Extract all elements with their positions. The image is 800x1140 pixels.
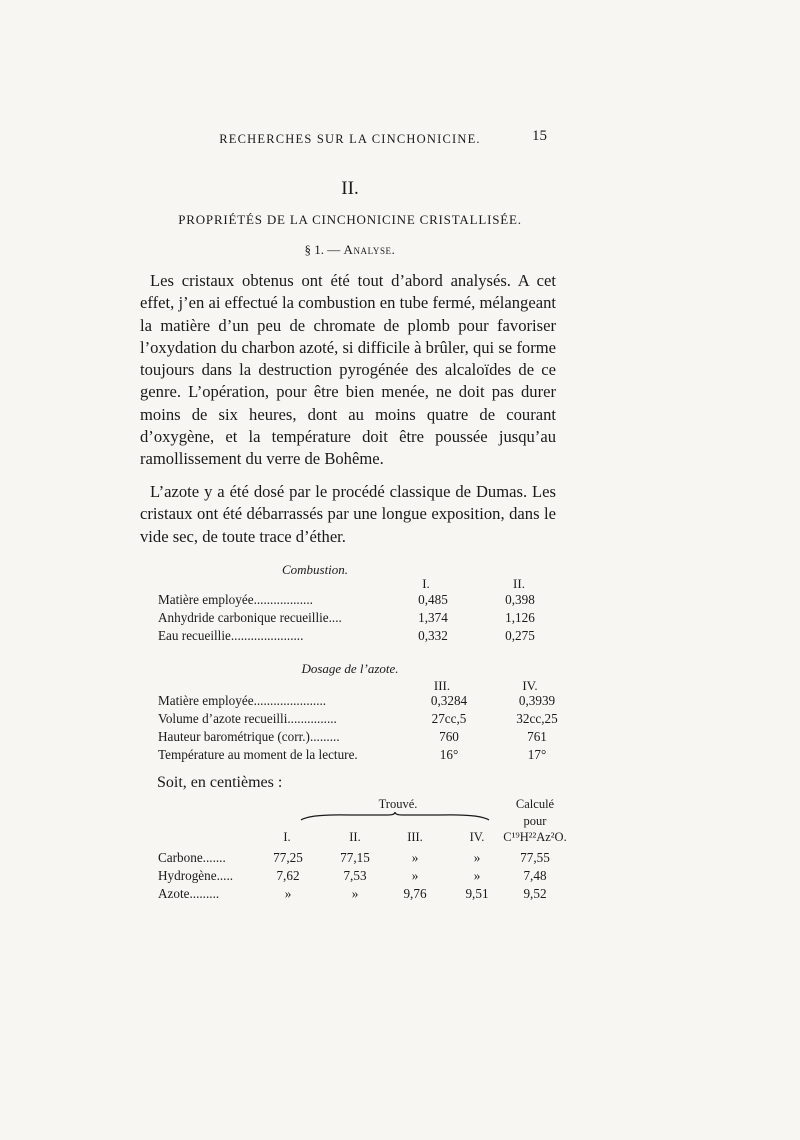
table-cell: 760 (439, 729, 459, 744)
chapter-numeral: II. (341, 178, 359, 199)
page-number: 15 (532, 128, 547, 144)
combustion-caption: Combustion. (281, 562, 349, 577)
row-label: Matière employée...................... (158, 693, 327, 708)
row-label: Azote......... (158, 886, 220, 901)
table-cell: 27cc,5 (431, 711, 467, 726)
paragraph-azote: L’azote y a été dosé par le procédé classique de Dumas. Les cristaux ont été débarrassés par une longue exposition, dans le vide sec, de toute trace d’éther. (140, 482, 556, 546)
brace-mark (300, 812, 490, 822)
table-cell: » (284, 886, 292, 901)
calc-formula: C¹⁹H²²Az²O. (503, 830, 567, 844)
subsection-name: Analyse. (343, 242, 396, 257)
calc-label-pour: pour (523, 814, 547, 828)
table-cell: 7,53 (343, 868, 367, 883)
table-cell: 0,3284 (430, 693, 468, 708)
subsection-prefix: § 1. — (304, 242, 341, 257)
table-cell: 9,51 (465, 886, 489, 901)
column-header: II. (513, 576, 525, 591)
table-cell: 0,398 (505, 592, 535, 607)
row-label: Matière employée.................. (158, 592, 313, 607)
paragraph-analysis: Les cristaux obtenus ont été tout d’abord analysés. A cet effet, j’en ai effectué la combustion en tube fermé, mélangeant la matière d’un peu de chromate de plomb pour favoriser l’oxydation du charbon azoté, si difficile à brûler, qui se forme toujours dans la destruction pyrogénée des alcaloïdes de ce genre. L’opération, pour être bien menée, ne doit pas durer moins de six heures, dont au moins quatre de courant d’oxygène, et la température doit être poussée jusqu’au ramollissement du verre de Bohême. (140, 271, 556, 469)
running-head: RECHERCHES SUR LA CINCHONICINE. (219, 132, 481, 146)
row-label: Carbone....... (158, 850, 226, 865)
table-cell: 0,275 (505, 628, 535, 643)
table-cell: 16° (439, 747, 459, 762)
column-header: II. (349, 830, 361, 844)
table-cell: » (473, 850, 481, 865)
table-cell: » (473, 868, 481, 883)
azote-caption: Dosage de l’azote. (301, 661, 399, 676)
table-cell: 0,485 (418, 592, 448, 607)
table-cell: » (351, 886, 359, 901)
row-label: Eau recueillie...................... (158, 628, 304, 643)
table-cell: 7,62 (276, 868, 300, 883)
column-header: IV. (469, 830, 485, 844)
column-header: I. (283, 830, 291, 844)
table-cell: » (411, 868, 419, 883)
row-label: Hauteur barométrique (corr.)......... (158, 729, 340, 744)
table-cell: 0,3939 (518, 693, 556, 708)
column-header: I. (422, 576, 430, 591)
table-cell: 761 (527, 729, 547, 744)
column-header: IV. (522, 678, 538, 693)
subsection-title (200, 242, 500, 258)
row-label: Température au moment de la lecture. (158, 747, 358, 762)
section-title: PROPRIÉTÉS DE LA CINCHONICINE CRISTALLISÉE. (178, 212, 522, 227)
table-cell: 9,76 (403, 886, 427, 901)
table-cell: 1,126 (505, 610, 535, 625)
calc-cell: 7,48 (523, 868, 547, 883)
found-label: Trouvé. (378, 797, 418, 811)
column-header: III. (433, 678, 451, 693)
results-intro: Soit, en centièmes : (157, 774, 283, 791)
column-header: III. (407, 830, 423, 844)
row-label: Volume d’azote recueilli............... (158, 711, 337, 726)
calc-cell: 77,55 (520, 850, 550, 865)
table-cell: » (411, 850, 419, 865)
table-cell: 0,332 (418, 628, 448, 643)
table-cell: 32cc,25 (516, 711, 558, 726)
calc-label: Calculé (515, 797, 555, 811)
table-cell: 77,15 (340, 850, 370, 865)
calc-cell: 9,52 (523, 886, 547, 901)
row-label: Anhydride carbonique recueillie.... (158, 610, 342, 625)
row-label: Hydrogène..... (158, 868, 234, 883)
table-cell: 1,374 (418, 610, 448, 625)
table-cell: 17° (527, 747, 547, 762)
table-cell: 77,25 (273, 850, 303, 865)
